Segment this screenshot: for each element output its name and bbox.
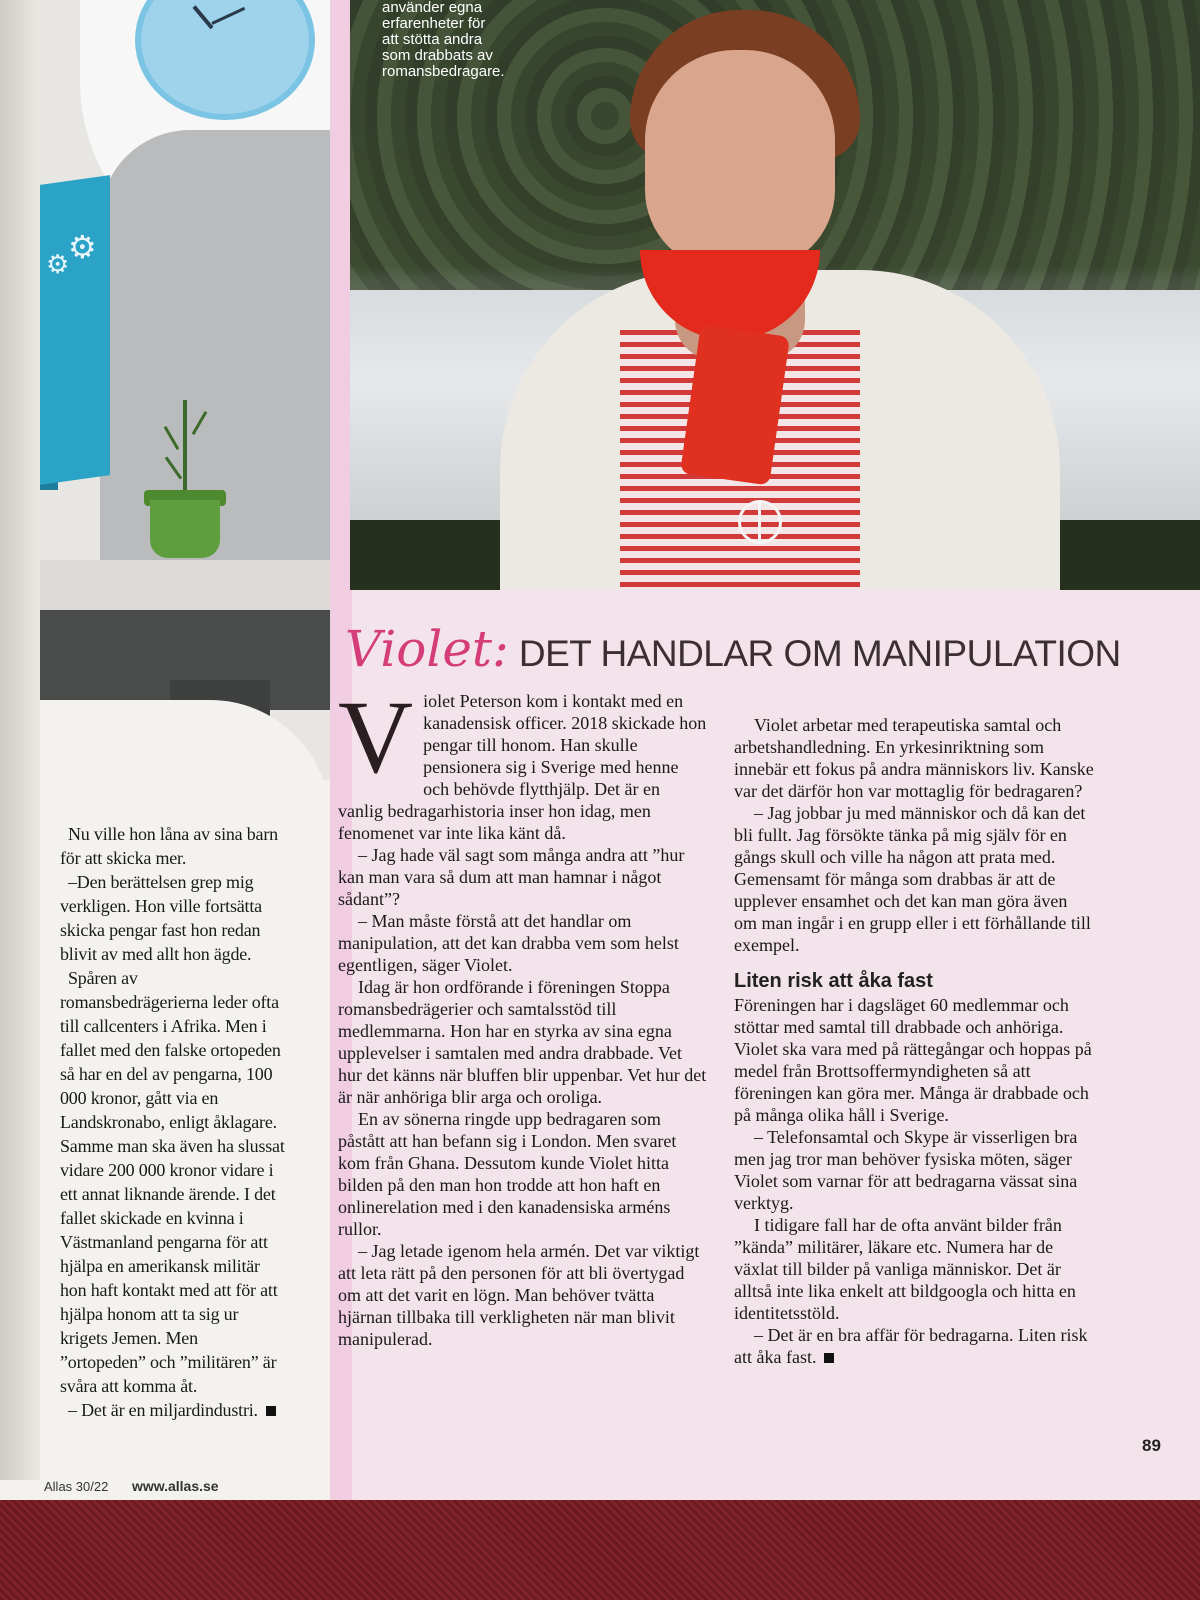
end-mark bbox=[266, 1406, 276, 1416]
shelf bbox=[40, 560, 330, 610]
paragraph: Nu ville hon låna av sina barn för att skicka mer. bbox=[60, 824, 278, 868]
lead-paragraph: iolet Peterson kom i kontakt med en kanadensisk officer. 2018 skickade hon pengar till honom. Han skulle pensionera sig i Sverige med henne och behövde flytthjälp. Det är en vanlig bedragarhistoria inser hon idag, men fenomenet var inte lika känt då. bbox=[338, 691, 707, 843]
portrait-photo bbox=[350, 0, 1200, 590]
plant-stem bbox=[183, 400, 187, 492]
caption-line: som drabbats av bbox=[382, 47, 493, 64]
caption-line: erfarenheter för bbox=[382, 15, 486, 32]
paragraph: – Man måste förstå att det handlar om manipulation, att det kan drabba vem som helst egentligen, säger Violet. bbox=[338, 911, 679, 975]
illustration bbox=[40, 0, 330, 780]
paragraph: I tidigare fall har de ofta använt bilder från ”kända” militärer, läkare etc. Numera har de växlat till bilder på vanliga människor. Det är alltså inte lika enkelt att bildgoogla och hitta en identitetsstöld. bbox=[734, 1215, 1076, 1323]
illustration-swoosh bbox=[40, 700, 330, 780]
photo-caption bbox=[382, 0, 552, 80]
paragraph: Idag är hon ordförande i föreningen Stoppa romansbedrägerier och samtalsstöd till medlemmarna. Hon har en styrka av sina egna upplevelser i samtalen med andra drabbade. Vet hur det känns när bluffen blir uppenbar. Vet hur det är när anhöriga blir arga och oroliga. bbox=[338, 977, 707, 1107]
magazine-url: www.allas.se bbox=[131, 1478, 219, 1494]
right-column bbox=[734, 714, 1094, 1368]
paragraph-text: – Det är en bra affär för bedragarna. Liten risk att åka fast. bbox=[734, 1325, 1088, 1367]
book-icon bbox=[40, 175, 110, 485]
page-curl-shadow bbox=[0, 0, 40, 1480]
plant-pot-icon bbox=[150, 500, 220, 558]
headline-name: Violet: bbox=[345, 620, 509, 678]
middle-column bbox=[338, 680, 708, 1350]
photo-face bbox=[645, 50, 835, 270]
paragraph-text: – Det är en miljardindustri. bbox=[68, 1400, 258, 1420]
page-footer bbox=[44, 1478, 219, 1494]
paragraph: –Den berättelsen grep mig verkligen. Hon ville fortsätta skicka pengar fast hon redan blivit av med allt hon ägde. bbox=[60, 872, 262, 964]
paragraph: En av sönerna ringde upp bedragaren som påstått att han befann sig i London. Men svaret kom från Ghana. Dessutom kunde Violet hitta bilden på den man hon trodde att hon haft en onlinerelation med i den kanadensiska arméns rullor. bbox=[338, 1109, 677, 1239]
headline-title: DET HANDLAR OM MANIPULATION bbox=[518, 633, 1121, 674]
end-mark bbox=[824, 1353, 834, 1363]
caption-line: att stötta andra bbox=[382, 31, 483, 48]
drop-cap: V bbox=[338, 680, 414, 795]
paragraph: Spåren av romansbedrägerierna leder ofta till callcenters i Afrika. Men i fallet med den falske ortopeden så har en del av pengarna, 100 000 kronor, gått via en Landskronabo, enligt åklagare. Samme man ska även ha slussat vidare 200 000 kronor vidare i ett annat liknande ärende. I det fallet skickade en kvinna i Västmanland pengarna för att hjälpa en amerikansk militär hon haft kontakt med att för att hjälpa honom att ta sig ur krigets Jemen. Men ”ortopeden” och ”militären” är svåra att komma åt. bbox=[60, 968, 285, 1396]
left-column bbox=[60, 822, 286, 1422]
page-number: 89 bbox=[1142, 1436, 1161, 1455]
caption-line: använder egna bbox=[382, 0, 483, 16]
paragraph bbox=[734, 1324, 1094, 1368]
gear-icon: ⚙ bbox=[46, 250, 70, 280]
subheading: Liten risk att åka fast bbox=[734, 970, 933, 992]
issue-label: Allas 30/22 bbox=[44, 1479, 109, 1494]
gear-icon: ⚙ bbox=[68, 228, 97, 266]
paragraph: – Telefonsamtal och Skype är visserligen bra men jag tror man behöver fysiska möten, säger Violet som varnar för att bedragarna vässat sina verktyg. bbox=[734, 1127, 1078, 1213]
paragraph bbox=[60, 1398, 286, 1422]
paragraph: Violet arbetar med terapeutiska samtal och arbetshandledning. En yrkesinriktning som innebär ett fokus på andra människors liv. Kanske var det därför hon var mottaglig för bedragaren? bbox=[734, 715, 1094, 801]
article-headline bbox=[345, 620, 1145, 678]
pendant-icon bbox=[738, 500, 782, 544]
paragraph: – Jag jobbar ju med människor och då kan det bli fullt. Jag försökte tänka på mig själv för en gångs skull och ville ha någon att prata med. Gemensamt för många som drabbas är att de upplever ensamhet och det kan man göra även om man ingår i en grupp eller i ett förhållande till exempel. bbox=[734, 803, 1091, 955]
paragraph: – Jag hade väl sagt som många andra att ”hur kan man vara så dum att man hamnar i något sådant”? bbox=[338, 845, 685, 909]
caption-line: romansbedragare. bbox=[382, 63, 505, 80]
paragraph: – Jag letade igenom hela armén. Det var viktigt att leta rätt på den personen för att bli övertygad om att det varit en lögn. Man behöver tvätta hjärnan tillbaka till verkligheten när man blivit manipulerad. bbox=[338, 1241, 700, 1349]
paragraph: Föreningen har i dagsläget 60 medlemmar och stöttar med samtal till drabbade och anhöriga. Violet ska vara med på rättegångar och hoppas på medel från Brottsoffermyndigheten så att föreningen kan göra mer. Många är drabbade och på många olika håll i Sverige. bbox=[734, 995, 1092, 1125]
